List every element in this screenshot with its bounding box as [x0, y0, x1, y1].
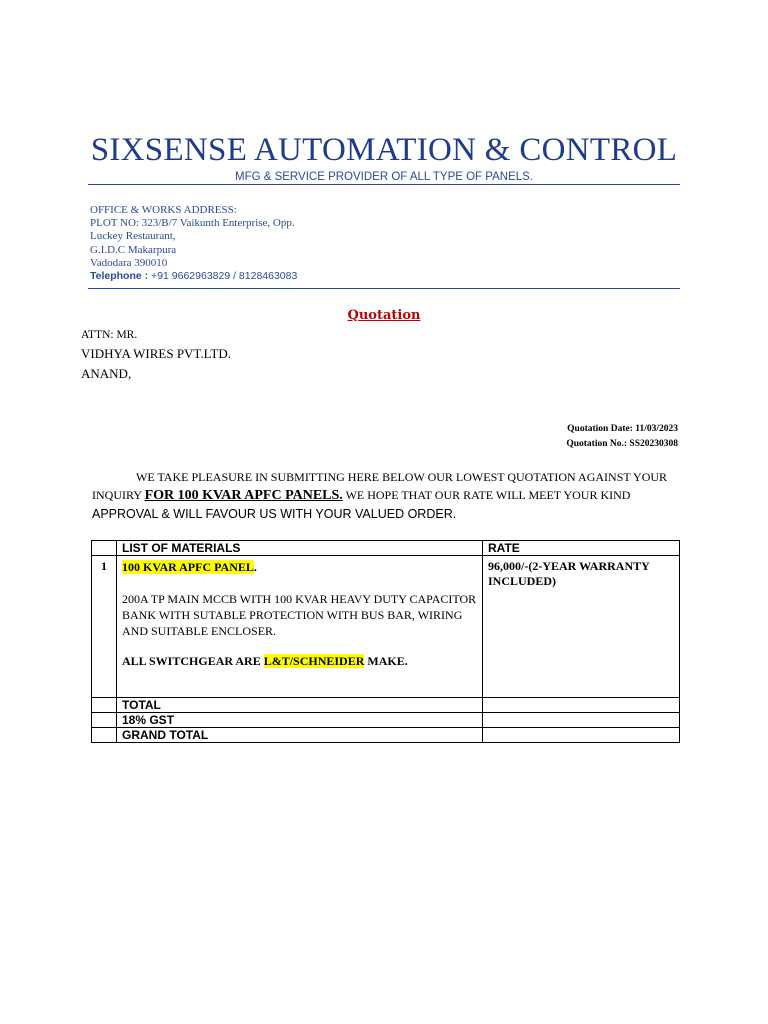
attention-line: ATTN: MR.: [81, 329, 138, 341]
company-name: SIXSENSE AUTOMATION & CONTROL: [90, 132, 678, 168]
intro-subject: FOR 100 KVAR APFC PANELS.: [144, 488, 343, 503]
address-line: Luckey Restaurant,: [90, 230, 176, 243]
quotation-date-value: 11/03/2023: [635, 424, 678, 434]
quotation-date-label: Quotation Date:: [567, 424, 636, 434]
item-name: 100 KVAR APFC PANEL: [122, 560, 254, 574]
make-brand: L&T/SCHNEIDER: [263, 654, 365, 668]
summary-total-label: TOTAL: [117, 698, 483, 713]
item-make: [122, 653, 477, 669]
client-company: VIDHYA WIRES PVT.LTD.: [81, 346, 231, 361]
quotation-number: [566, 437, 678, 452]
table-row: [92, 556, 680, 698]
intro-line: [92, 486, 682, 505]
table-row: [92, 713, 680, 728]
document-title: Quotation: [347, 308, 421, 323]
address-heading: OFFICE & WORKS ADDRESS:: [90, 204, 237, 216]
summary-gst-label: 18% GST: [117, 713, 483, 728]
make-prefix: ALL SWITCHGEAR ARE: [122, 654, 264, 668]
telephone-label: Telephone :: [90, 270, 149, 283]
summary-sr: [92, 698, 117, 713]
header-divider: [88, 184, 680, 185]
item-name-suffix: .: [253, 560, 257, 574]
header-materials: LIST OF MATERIALS: [117, 541, 483, 556]
summary-total-value: [483, 698, 680, 713]
telephone-value: +91 9662963829 / 8128463083: [148, 270, 298, 283]
materials-table: [91, 540, 680, 743]
summary-sr: [92, 728, 117, 743]
summary-sr: [92, 713, 117, 728]
intro-text: INQUIRY: [92, 488, 145, 502]
table-row: [92, 698, 680, 713]
intro-paragraph: [92, 468, 682, 523]
address-line: PLOT NO: 323/B/7 Vaikunth Enterprise, Opp.: [90, 217, 295, 230]
item-title: [122, 559, 477, 575]
quotation-meta: [566, 422, 678, 452]
quotation-date: [566, 422, 678, 437]
table-header-row: [92, 541, 680, 556]
intro-line: APPROVAL & WILL FAVOUR US WITH YOUR VALUED ORDER.: [92, 507, 457, 521]
address-line: G.I.D.C Makarpura: [90, 243, 177, 256]
quotation-number-label: Quotation No.:: [566, 439, 630, 449]
address-block: [90, 204, 297, 283]
summary-gst-value: [483, 713, 680, 728]
table-row: [92, 728, 680, 743]
item-description: 200A TP MAIN MCCB WITH 100 KVAR HEAVY DUTY CAPACITOR BANK WITH SUTABLE PROTECTION WITH BUS BAR, WIRING AND SUITABLE ENCLOSER.: [122, 592, 477, 638]
header-sr: [92, 541, 117, 556]
company-tagline: MFG & SERVICE PROVIDER OF ALL TYPE OF PANELS.: [234, 171, 534, 183]
telephone-line: [90, 270, 297, 283]
header-rate: RATE: [483, 541, 680, 556]
address-line: Vadodara 390010: [90, 256, 168, 269]
address-divider: [88, 288, 680, 289]
spacer: [122, 639, 477, 653]
intro-line: WE TAKE PLEASURE IN SUBMITTING HERE BELOW OUR LOWEST QUOTATION AGAINST YOUR: [136, 470, 668, 484]
make-suffix: MAKE.: [364, 654, 408, 668]
intro-text: WE HOPE THAT OUR RATE WILL MEET YOUR KIND: [342, 488, 631, 502]
item-rate: 96,000/-(2-YEAR WARRANTY INCLUDED): [483, 556, 680, 698]
quotation-number-value: SS20230308: [629, 439, 678, 449]
summary-grand-total-value: [483, 728, 680, 743]
spacer: [122, 575, 477, 591]
summary-grand-total-label: GRAND TOTAL: [117, 728, 483, 743]
item-description-cell: [117, 556, 483, 698]
item-sr: 1: [92, 556, 117, 698]
client-city: ANAND,: [81, 366, 132, 381]
